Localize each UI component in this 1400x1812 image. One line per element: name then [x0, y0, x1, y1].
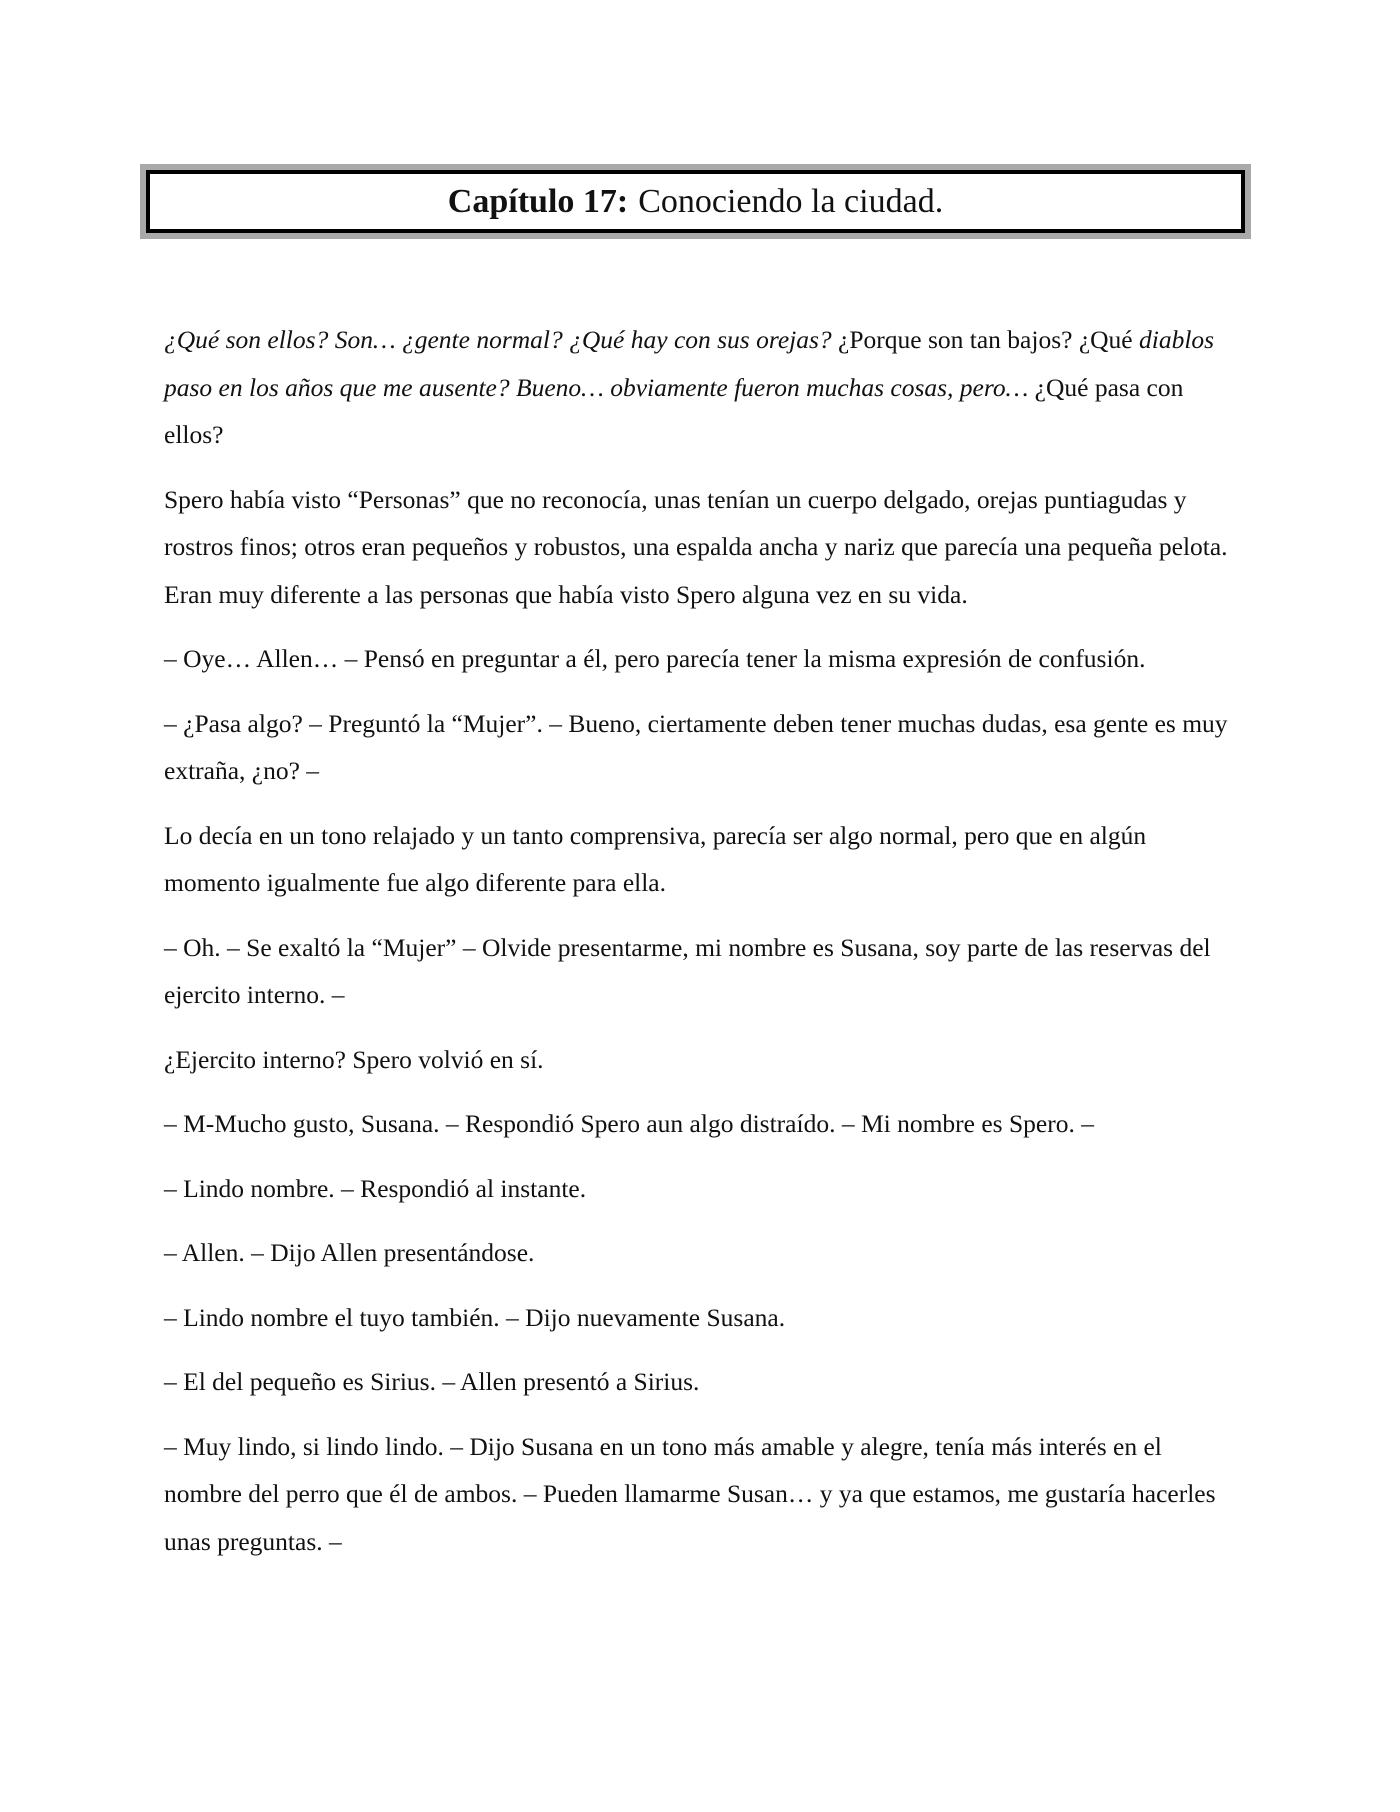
chapter-body [164, 316, 1234, 1582]
intro-paragraph [164, 316, 1234, 459]
paragraph: – Muy lindo, si lindo lindo. – Dijo Susana en un tono más amable y alegre, tenía más interés en el nombre del perro que él de ambos. – Pueden llamarme Susan… y ya que estamos, me gustaría hacerles unas preguntas. – [164, 1431, 1216, 1556]
paragraph: ¿Ejercito interno? Spero volvió en sí. [164, 1044, 544, 1074]
paragraph: – Lindo nombre. – Respondió al instante. [164, 1173, 587, 1203]
paragraph: – Allen. – Dijo Allen presentándose. [164, 1238, 535, 1267]
intro-regular-1: ¿Porque son tan bajos? ¿Qué [831, 325, 1140, 354]
paragraph: – Lindo nombre el tuyo también. – Dijo nuevamente Susana. [164, 1302, 786, 1332]
paragraph: – M-Mucho gusto, Susana. – Respondió Spero aun algo distraído. – Mi nombre es Spero. – [164, 1109, 1094, 1138]
paragraph: – Oye… Allen… – Pensó en preguntar a él, pero parecía tener la misma expresión de confusión. [164, 644, 1146, 673]
chapter-title-box [146, 170, 1245, 233]
chapter-title-frame [140, 164, 1251, 239]
paragraph: – Oh. – Se exaltó la “Mujer” – Olvide presentarme, mi nombre es Susana, soy parte de las reservas del ejercito interno. – [164, 932, 1211, 1009]
chapter-title: Conociendo la ciudad. [638, 182, 944, 220]
paragraph: Spero había visto “Personas” que no reconocía, unas tenían un cuerpo delgado, orejas puntiagudas y rostros finos; otros eran pequeños y robustos, una espalda ancha y nariz que parecía una pequeña pelota. Eran muy diferente a las personas que había visto Spero alguna vez en su vida. [164, 484, 1228, 609]
chapter-label: Capítulo 17: [447, 182, 629, 220]
intro-italic-2: diablos paso en los años que me ausente? Bueno… obviamente fueron muchas cosas, pero… [164, 325, 1215, 402]
intro-regular-2: ¿Qué pasa con ellos? [164, 372, 1184, 449]
paragraph: – ¿Pasa algo? – Preguntó la “Mujer”. – Bueno, ciertamente deben tener muchas dudas, esa gente es muy extraña, ¿no? – [164, 708, 1228, 785]
paragraph: Lo decía en un tono relajado y un tanto comprensiva, parecía ser algo normal, pero que en algún momento igualmente fue algo diferente para ella. [164, 820, 1147, 897]
paragraph: – El del pequeño es Sirius. – Allen presentó a Sirius. [164, 1367, 700, 1396]
intro-italic-1: ¿Qué son ellos? Son… ¿gente normal? ¿Qué hay con sus orejas? [164, 325, 832, 354]
